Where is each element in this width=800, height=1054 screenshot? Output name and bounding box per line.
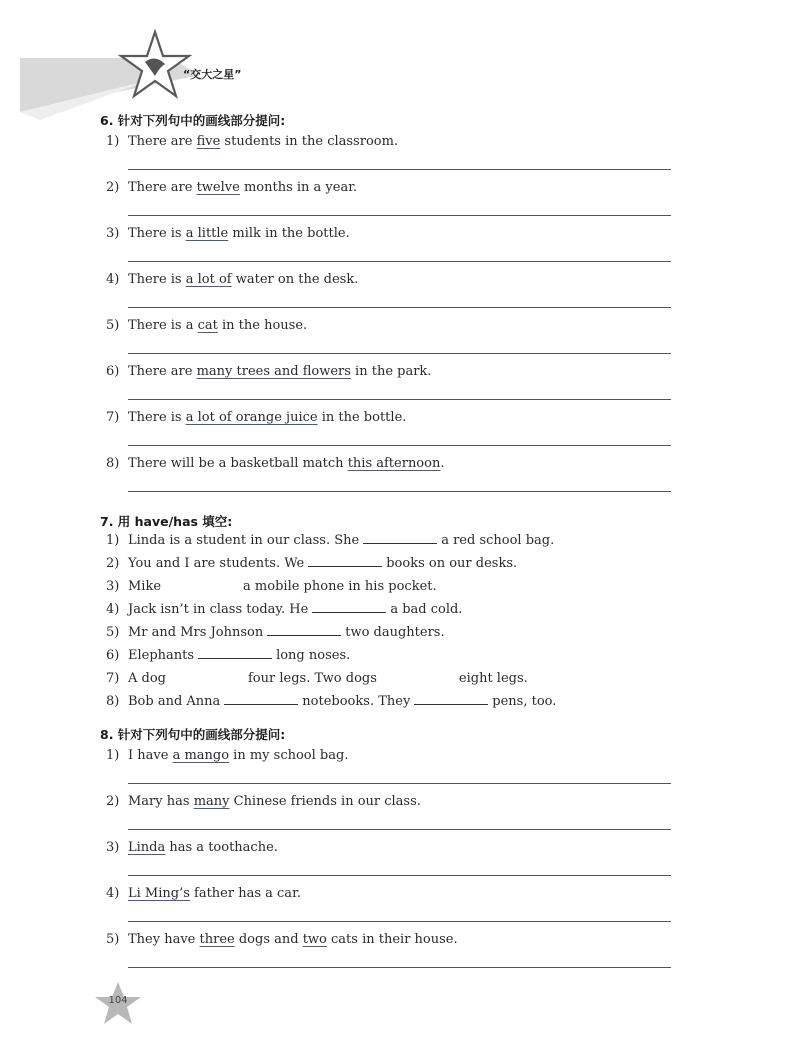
underlined-phrase: five xyxy=(196,134,221,149)
underlined-phrase: this afternoon xyxy=(347,456,441,471)
answer-blank[interactable] xyxy=(267,625,341,636)
item-number: 8) xyxy=(106,456,120,471)
page-number: 104 xyxy=(108,995,128,1006)
question-item xyxy=(106,886,301,901)
item-number: 4) xyxy=(106,272,120,287)
sentence-text: There is a xyxy=(128,318,198,333)
answer-line[interactable] xyxy=(128,399,671,400)
sentence-text: Mike xyxy=(128,579,162,594)
sentence-text: There is xyxy=(128,226,186,241)
item-number: 7) xyxy=(106,410,120,425)
answer-blank[interactable] xyxy=(308,556,382,567)
item-number: 4) xyxy=(106,602,120,617)
underlined-phrase: a lot of orange juice xyxy=(185,410,318,425)
sentence-text: eight legs. xyxy=(458,671,528,686)
section-8-title: 8. 针对下列句中的画线部分提问: xyxy=(100,727,286,742)
sentence-text: students in the classroom. xyxy=(220,134,399,149)
item-number: 5) xyxy=(106,932,120,947)
sentence-text: notebooks. They xyxy=(302,694,411,709)
underlined-phrase: cat xyxy=(197,318,218,333)
item-number: 1) xyxy=(106,533,120,548)
sentence-text: long noses. xyxy=(276,648,351,663)
sentence-text: They have xyxy=(128,932,200,947)
sentence-text: in my school bag. xyxy=(229,748,349,763)
fill-blank-item xyxy=(106,648,350,663)
fill-blank-item xyxy=(106,579,437,594)
fill-blank-item xyxy=(106,694,556,709)
underlined-phrase: twelve xyxy=(196,180,240,195)
section-7-title: 7. 用 have/has 填空: xyxy=(100,514,233,529)
question-item xyxy=(106,932,458,947)
item-number: 6) xyxy=(106,364,120,379)
fill-blank-item xyxy=(106,556,517,571)
item-number: 4) xyxy=(106,886,120,901)
sentence-text: There are xyxy=(128,134,197,149)
answer-line[interactable] xyxy=(128,829,671,830)
sentence-text: There will be a basketball match xyxy=(128,456,348,471)
question-item xyxy=(106,410,406,425)
item-number: 6) xyxy=(106,648,120,663)
question-item xyxy=(106,456,444,471)
question-item xyxy=(106,180,357,195)
underlined-phrase: many xyxy=(193,794,230,809)
item-number: 2) xyxy=(106,556,120,571)
item-number: 8) xyxy=(106,694,120,709)
sentence-text: in the bottle. xyxy=(317,410,407,425)
sentence-text: Chinese friends in our class. xyxy=(229,794,421,809)
fill-blank-item xyxy=(106,671,528,686)
sentence-text: a red school bag. xyxy=(441,533,555,548)
item-number: 3) xyxy=(106,840,120,855)
item-number: 1) xyxy=(106,134,120,149)
sentence-text: pens, too. xyxy=(492,694,557,709)
sentence-text: in the house. xyxy=(217,318,308,333)
item-number: 3) xyxy=(106,579,120,594)
sentence-text: There is xyxy=(128,410,186,425)
question-item xyxy=(106,748,348,763)
brand-title: “交大之星” xyxy=(183,68,242,81)
answer-line[interactable] xyxy=(128,353,671,354)
sentence-text: father has a car. xyxy=(189,886,301,901)
item-number: 2) xyxy=(106,794,120,809)
answer-line[interactable] xyxy=(128,921,671,922)
item-number: 1) xyxy=(106,748,120,763)
sentence-text: Elephants xyxy=(128,648,195,663)
question-item xyxy=(106,840,278,855)
underlined-phrase: Li Ming’s xyxy=(128,886,190,901)
answer-line[interactable] xyxy=(128,875,671,876)
answer-line[interactable] xyxy=(128,445,671,446)
answer-blank[interactable] xyxy=(198,648,272,659)
section-6-title: 6. 针对下列句中的画线部分提问: xyxy=(100,113,286,128)
sentence-text: books on our desks. xyxy=(386,556,518,571)
question-item xyxy=(106,226,350,241)
item-number: 5) xyxy=(106,318,120,333)
item-number: 3) xyxy=(106,226,120,241)
answer-blank[interactable] xyxy=(414,694,488,705)
question-item xyxy=(106,134,398,149)
question-item xyxy=(106,272,358,287)
header-banner xyxy=(0,0,800,120)
sentence-text: There is xyxy=(128,272,186,287)
sentence-text: Bob and Anna xyxy=(128,694,221,709)
item-number: 5) xyxy=(106,625,120,640)
underlined-phrase: two xyxy=(302,932,327,947)
fill-blank-item xyxy=(106,602,462,617)
fill-blank-item xyxy=(106,625,445,640)
sentence-text: months in a year. xyxy=(239,180,358,195)
sentence-text: a mobile phone in his pocket. xyxy=(243,579,437,594)
sentence-text: . xyxy=(440,456,445,471)
answer-line[interactable] xyxy=(128,169,671,170)
item-number: 7) xyxy=(106,671,120,686)
sentence-text: dogs and xyxy=(234,932,303,947)
sentence-text: A dog xyxy=(128,671,166,686)
sentence-text: two daughters. xyxy=(345,625,445,640)
sentence-text: water on the desk. xyxy=(231,272,359,287)
answer-line[interactable] xyxy=(128,967,671,968)
answer-line[interactable] xyxy=(128,307,671,308)
question-item xyxy=(106,364,431,379)
underlined-phrase: three xyxy=(199,932,235,947)
sentence-text: There are xyxy=(128,180,197,195)
question-item xyxy=(106,794,421,809)
sentence-text: milk in the bottle. xyxy=(228,226,350,241)
sentence-text: a bad cold. xyxy=(390,602,463,617)
answer-line[interactable] xyxy=(128,215,671,216)
underlined-phrase: Linda xyxy=(128,840,166,855)
answer-blank[interactable] xyxy=(312,602,386,613)
answer-line[interactable] xyxy=(128,491,671,492)
sentence-text: There are xyxy=(128,364,197,379)
answer-line[interactable] xyxy=(128,783,671,784)
underlined-phrase: a mango xyxy=(172,748,230,763)
item-number: 2) xyxy=(106,180,120,195)
fill-blank-item xyxy=(106,533,554,548)
sentence-text: has a toothache. xyxy=(165,840,278,855)
underlined-phrase: many trees and flowers xyxy=(196,364,351,379)
sentence-text: You and I are students. We xyxy=(128,556,305,571)
sentence-text: Mary has xyxy=(128,794,194,809)
answer-line[interactable] xyxy=(128,261,671,262)
sentence-text: cats in their house. xyxy=(326,932,458,947)
sentence-text: Mr and Mrs Johnson xyxy=(128,625,264,640)
sentence-text: Linda is a student in our class. She xyxy=(128,533,360,548)
sentence-text: I have xyxy=(128,748,173,763)
underlined-phrase: a lot of xyxy=(185,272,232,287)
question-item xyxy=(106,318,307,333)
sentence-text: four legs. Two dogs xyxy=(248,671,377,686)
sentence-text: Jack isn’t in class today. He xyxy=(128,602,309,617)
answer-blank[interactable] xyxy=(224,694,298,705)
sentence-text: in the park. xyxy=(350,364,432,379)
answer-blank[interactable] xyxy=(363,533,437,544)
underlined-phrase: a little xyxy=(185,226,229,241)
